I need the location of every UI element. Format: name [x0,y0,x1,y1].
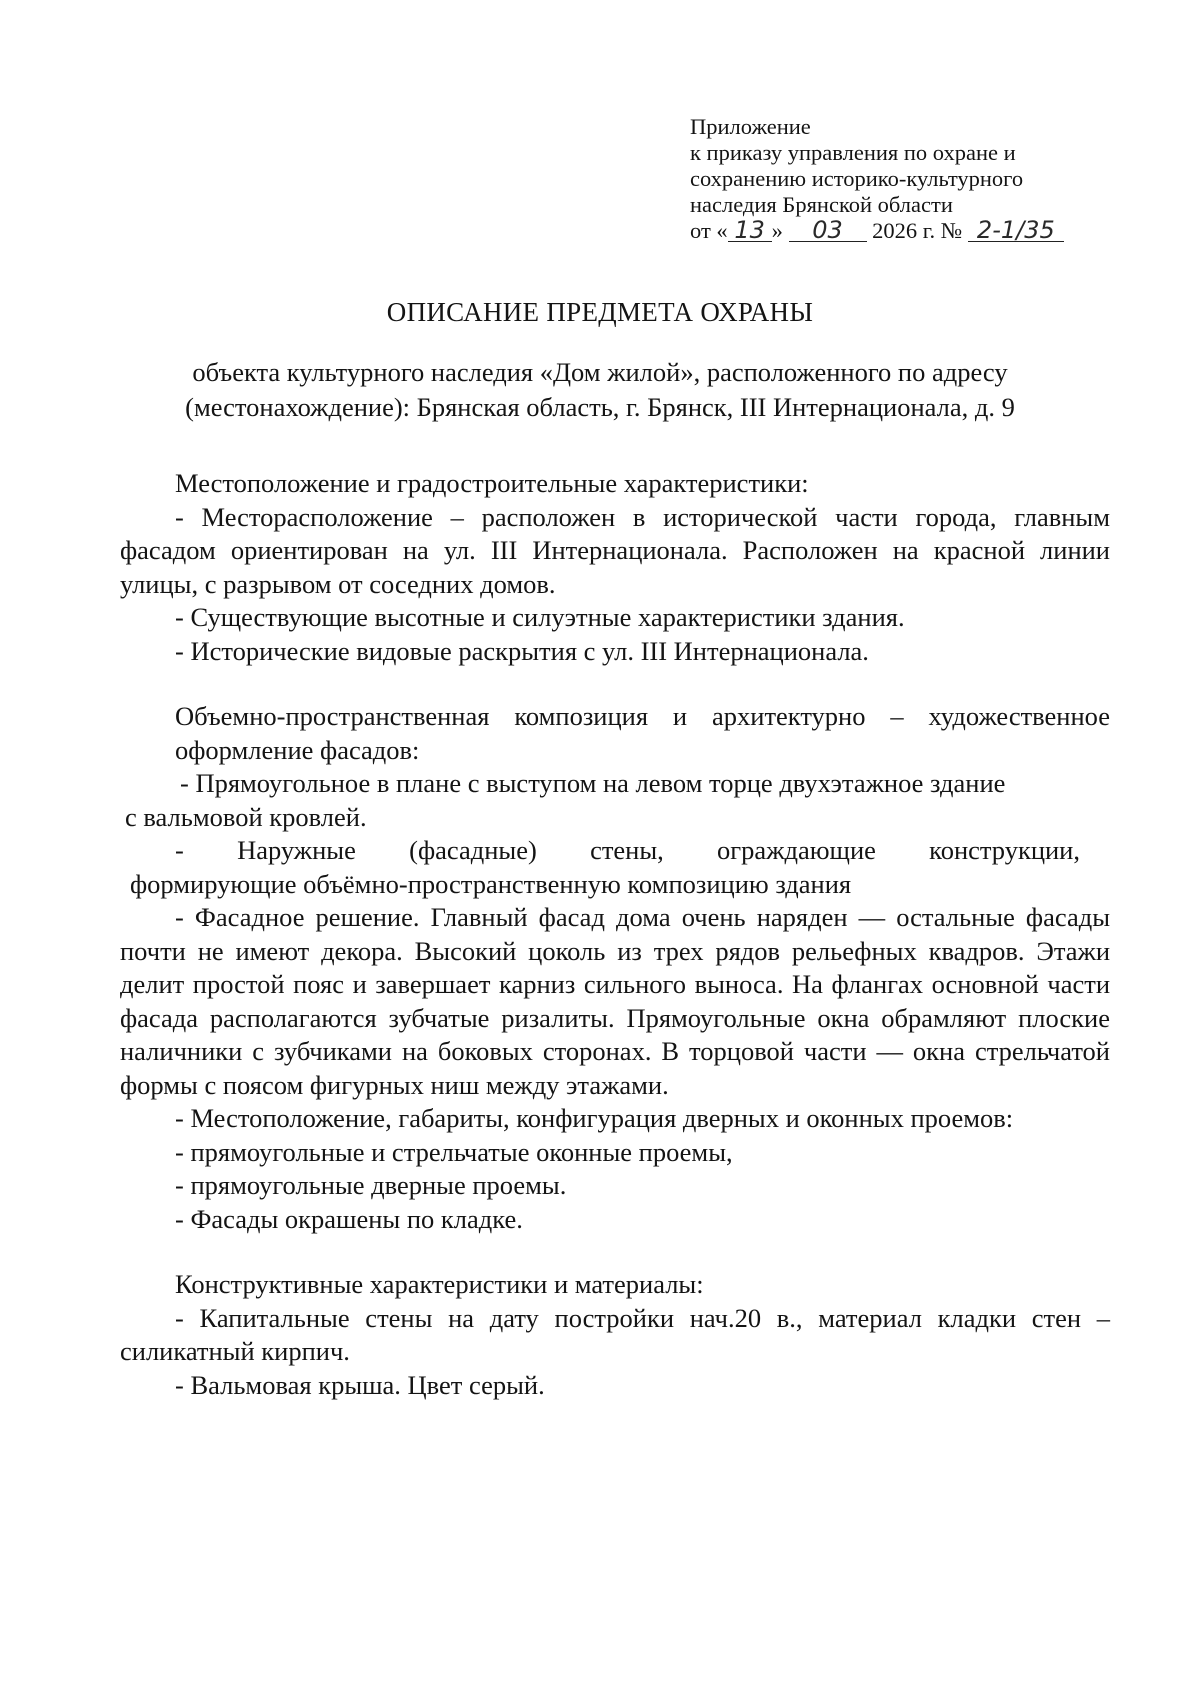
appendix-org-line: сохранению историко-культурного [690,166,1024,191]
section2-item-5: - прямоугольные и стрельчатые оконные проемы, [175,1136,733,1167]
section1-heading: Местоположение и градостроительные характеристики: [175,468,809,498]
section3-item-1: - Капитальные стены на дату постройки нач.20 в., материал кладки стен – силикатный кирпич. [120,1302,1110,1366]
appendix-label: Приложение [690,114,811,139]
section1-item-1: - Месторасположение – расположен в исторической части города, главным фасадом ориентирован на ул. III Интернационала. Расположен на красной линии улицы, с разрывом от соседних домов. [120,501,1110,599]
document-title: ОПИСАНИЕ ПРЕДМЕТА ОХРАНЫ [386,297,814,327]
date-mid: » [771,218,783,243]
document-body [120,467,1110,1402]
section2-item-4: - Местоположение, габариты, конфигурация дверных и оконных проемов: [175,1103,1014,1133]
section1-item-3: - Исторические видовые раскрытия с ул. III Интернационала. [175,635,869,666]
section2-item-2-line-1: - Наружные (фасадные) стены, ограждающие конструкции, [175,835,1080,865]
appendix-order-line: к приказу управления по охране и [690,140,1016,165]
date-year: 2026 г. № [872,218,963,243]
subtitle-line-1: объекта культурного наследия «Дом жилой», расположенного по адресу [192,357,1008,387]
section2-heading-line-1: Объемно-пространственная композиция и архитектурно – художественное [175,701,1110,731]
section2-heading-line-2: оформление фасадов: [175,734,420,765]
section2-item-7: - Фасады окрашены по кладке. [175,1203,523,1234]
document-subtitle [120,355,1080,425]
date-day-handwritten: 13 [728,219,772,242]
appendix-block [690,114,1150,244]
section2-item-3: - Фасадное решение. Главный фасад дома очень наряден — остальные фасады почти не имеют декора. Высокий цоколь из трех рядов рельефных квадров. Этажи делит простой пояс и завершает карниз сильного выноса. На флангах основной части фасада располагаются зубчатые ризалиты. Прямоугольные окна обрамляют плоские наличники с зубчиками на боковых сторонах. В торцовой части — окна стрельчатой формы с поясом фигурных ниш между этажами. [120,902,1110,1100]
section3-heading: Конструктивные характеристики и материалы: [175,1269,704,1299]
section2-item-6: - прямоугольные дверные проемы. [175,1170,567,1200]
date-month-handwritten: 03 [789,219,867,242]
section2-item-1-line-1: - Прямоугольное в плане с выступом на левом торце двухэтажное здание [180,768,1006,798]
section3-item-2: - Вальмовая крыша. Цвет серый. [175,1369,545,1400]
spacer [120,1236,1110,1268]
subtitle-line-2: (местонахождение): Брянская область, г. Брянск, III Интернационала, д. 9 [185,392,1015,422]
date-prefix: от « [690,218,728,243]
order-number-handwritten: 2-1/35 [968,219,1064,242]
appendix-date-line [690,218,1150,244]
section2-item-2-line-2: формирующие объёмно-пространственную композицию здания [130,868,852,899]
section2-item-1-line-2: с вальмовой кровлей. [125,801,367,832]
appendix-region-line: наследия Брянской области [690,192,953,217]
section1-item-2: - Существующие высотные и силуэтные характеристики здания. [175,602,905,632]
spacer [120,668,1110,700]
